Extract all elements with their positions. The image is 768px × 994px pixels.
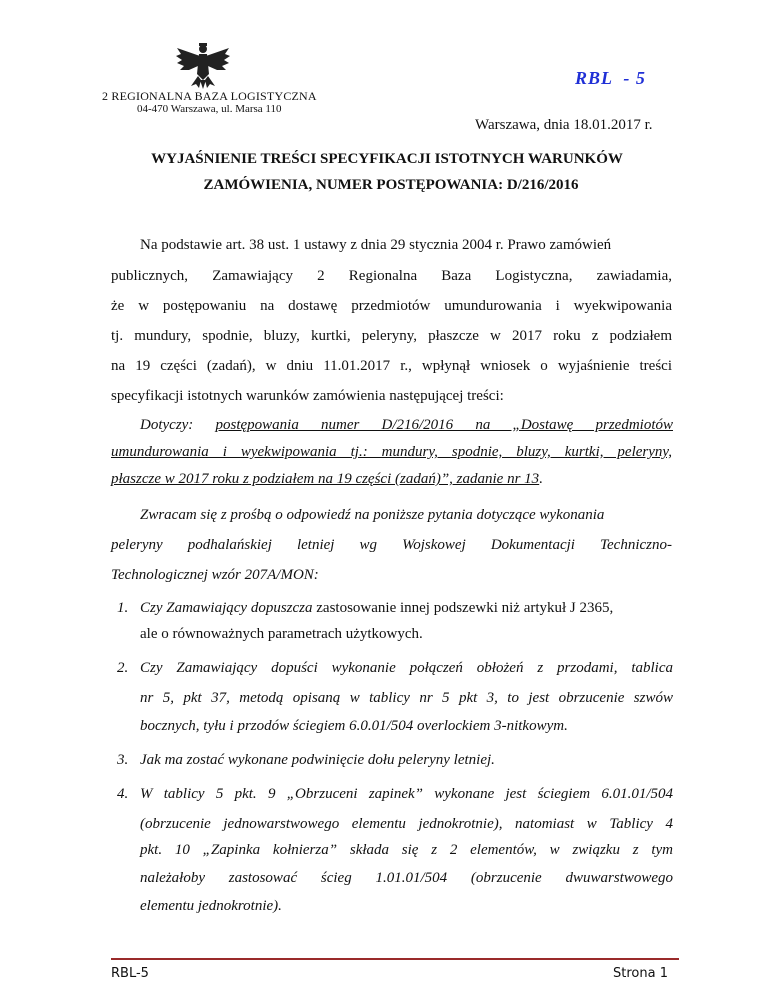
organization-name: 2 REGIONALNA BAZA LOGISTYCZNA xyxy=(102,89,317,103)
question-1-line-1 xyxy=(140,600,613,617)
request-line-3: Technologicznej wzór 207A/MON: xyxy=(111,567,319,583)
request-line-2: peleryny podhalańskiej letniej wg Wojskowej Dokumentacji Techniczno- xyxy=(111,537,672,553)
regarding-label: Dotyczy: xyxy=(140,417,216,433)
question-4-line-5: elementu jednokrotnie). xyxy=(140,898,282,914)
eagle-emblem-icon xyxy=(173,40,233,90)
document-title-line-2: ZAMÓWIENIA, NUMER POSTĘPOWANIA: D/216/2016 xyxy=(203,177,579,193)
regarding-line-3 xyxy=(111,471,543,488)
regarding-subject-part-3: płaszcze w 2017 roku z podziałem na 19 części (zadań)”, zadanie nr 13 xyxy=(111,471,540,487)
document-title-line-1: WYJAŚNIENIE TREŚCI SPECYFIKACJI ISTOTNYCH WARUNKÓW xyxy=(151,151,623,167)
question-1-rest: zastosowanie innej podszewki niż artykuł J 2365, xyxy=(316,600,614,616)
intro-line-1: Na podstawie art. 38 ust. 1 ustawy z dnia 29 stycznia 2004 r. Prawo zamówień xyxy=(140,237,612,253)
footer-page-number: Strona 1 xyxy=(613,966,668,981)
question-2-line-2: nr 5, pkt 37, metodą opisaną w tablicy nr 5 pkt 3, to jest obrzucenie szwów xyxy=(140,690,673,706)
regarding-period: . xyxy=(539,471,543,487)
document-badge: RBL - 5 xyxy=(575,68,646,88)
request-line-1: Zwracam się z prośbą o odpowiedź na poniższe pytania dotyczące wykonania xyxy=(140,507,605,523)
question-3-line-1: Jak ma zostać wykonane podwinięcie dołu peleryny letniej. xyxy=(140,752,495,768)
place-and-date: Warszawa, dnia 18.01.2017 r. xyxy=(475,117,653,133)
intro-line-4: tj. mundury, spodnie, bluzy, kurtki, peleryny, płaszcze w 2017 roku z podziałem xyxy=(111,328,672,344)
question-2-number: 2. xyxy=(117,660,129,676)
question-1-number: 1. xyxy=(117,600,129,616)
question-4-line-1: W tablicy 5 pkt. 9 „Obrzuceni zapinek” wykonane jest ściegiem 6.01.01/504 xyxy=(140,786,673,802)
regarding-line-2: umundurowania i wyekwipowania tj.: mundury, spodnie, bluzy, kurtki, peleryny, xyxy=(111,444,672,460)
intro-line-2: publicznych, Zamawiający 2 Regionalna Baza Logistyczna, zawiadamia, xyxy=(111,268,672,284)
footer-divider xyxy=(111,958,679,960)
question-4-number: 4. xyxy=(117,786,129,802)
footer-document-code: RBL-5 xyxy=(111,966,149,981)
question-3-number: 3. xyxy=(117,752,129,768)
question-2-line-3: bocznych, tyłu i przodów ściegiem 6.0.01/504 overlockiem 3-nitkowym. xyxy=(140,718,568,734)
regarding-subject-part-1: postępowania numer D/216/2016 na „Dostawę przedmiotów xyxy=(215,417,673,433)
question-2-line-1: Czy Zamawiający dopuści wykonanie połączeń obłożeń z przodami, tablica xyxy=(140,660,673,676)
organization-address: 04-470 Warszawa, ul. Marsa 110 xyxy=(137,103,282,115)
intro-line-5: na 19 części (zadań), w dniu 11.01.2017 r., wpłynął wniosek o wyjaśnienie treści xyxy=(111,358,672,374)
question-4-line-4: należałoby zastosować ścieg 1.01.01/504 (obrzucenie dwuwarstwowego xyxy=(140,870,673,886)
question-4-line-3: pkt. 10 „Zapinka kołnierza” składa się z 2 elementów, w związku z tym xyxy=(140,842,673,858)
question-1-line-2: ale o równoważnych parametrach użytkowych. xyxy=(140,626,423,642)
intro-line-6: specyfikacji istotnych warunków zamówienia następującej treści: xyxy=(111,388,504,404)
question-4-line-2: (obrzucenie jednowarstwowego elementu jednokrotnie), natomiast w Tablicy 4 xyxy=(140,816,673,832)
regarding-line-1 xyxy=(140,417,673,434)
intro-line-3: że w postępowaniu na dostawę przedmiotów umundurowania i wyekwipowania xyxy=(111,298,672,314)
question-1-lead: Czy Zamawiający dopuszcza xyxy=(140,600,317,616)
